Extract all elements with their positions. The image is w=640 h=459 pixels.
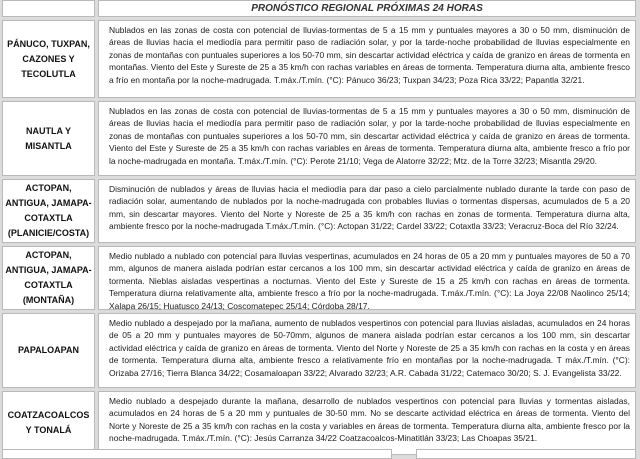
region-name: PAPALOAPAN xyxy=(2,313,95,388)
regional-forecast-table xyxy=(2,0,636,455)
header-corner-cell xyxy=(2,0,95,17)
region-name: NAUTLA Y MISANTLA xyxy=(2,101,95,176)
region-forecast: Medio nublado a despejado por la mañana, aumento de nublados vespertinos con potencial para lluvias aisladas, acumulados en 24 horas de 05 a 20 mm y puntuales mayores de 50-70mm, algunos de manera aislada podrían estar cercanos a los 100 mm, sin descartar actividad eléctrica y caída de granizo en áreas de tormenta. Viento del Norte y Noreste de 25 a 35 km/h con rachas en la costa y en áreas de tormenta. Temperatura diurna alta, ambiente fresco a relativamente frío en montañas por la noche-madrugada. T máx./T.mín. (°C): Orizaba 27/16; Tierra Blanca 34/22; Cosamaloapan 33/22; Alvarado 32/23; A.R. Cabada 31/22; Catemaco 30/20; S. J. Evangelista 33/22. xyxy=(98,313,636,388)
region-forecast: Nublados en las zonas de costa con potencial de lluvias-tormentas de 5 a 15 mm y puntuales mayores a 30 o 50 mm, disminución de áreas de lluvias hacia el mediodía para permitir paso de radiación solar, y por la tarde-noche probabilidad de lluvias especialmente en zonas de montañas con puntuales superiores a los 50-70 mm, sin descartar actividad eléctrica y caída de granizo en áreas de tormenta. Viento del Este y Sureste de 25 a 35 km/h con rachas variables en áreas de tormenta. Temperatura diurna alta, ambiente fresco a frío por la noche-madrugada en montaña. T.máx./T.mín. (°C): Perote 21/10; Vega de Alatorre 32/22; Mtz. de la Torre 32/23; Misantla 29/20. xyxy=(98,101,636,176)
region-name: ACTOPAN, ANTIGUA, JAMAPA-COTAXTLA (MONTAÑA) xyxy=(2,246,95,310)
region-name: COATZACOALCOS Y TONALÁ xyxy=(2,391,95,455)
region-forecast: Medio nublado a despejado durante la mañana, desarrollo de nublados vespertinos con potencial para lluvias y tormentas aisladas, acumulados en 24 horas de 5 a 20 mm y puntuales de 30-50 mm. No se descarte actividad eléctrica en áreas de tormenta. Viento del Norte y Noreste de 25 a 35 km/h con rachas en la costa y variables en áreas de tormenta. Temperatura diurna alta, ambiente fresco por la noche-madrugada. T.máx./T.mín. (°C): Jesús Carranza 34/22 Coatzacoalcos-Minatitlán 33/23; Las Choapas 35/21. xyxy=(98,391,636,455)
table-title: PRONÓSTICO REGIONAL PRÓXIMAS 24 HORAS xyxy=(98,0,636,17)
next-section-left-box xyxy=(2,449,392,459)
region-forecast: Medio nublado a nublado con potencial para lluvias vespertinas, acumulados en 24 horas de 05 a 20 mm y puntuales mayores de 50 a 70 mm, algunos de manera aislada podrían estar cercanos a los 100 mm, sin descartar actividad eléctrica y caída de granizo en áreas de tormenta. Nieblas aisladas vespertinas a nocturnas. Viento del Este y Sureste de 15 a 25 km/h con rachas en áreas de tormenta. Temperatura diurna relativamente alta, ambiente fresco a frío por la noche-madrugada. T.máx./T.mín. (°C): La Joya 22/08 Naolinco 25/14; Xalapa 26/15; Huatusco 24/13; Coscomatepec 25/14; Córdoba 28/17. xyxy=(98,246,636,310)
region-name: PÁNUCO, TUXPAN, CAZONES Y TECOLUTLA xyxy=(2,20,95,98)
next-section-right-box xyxy=(416,449,636,459)
region-name: ACTOPAN, ANTIGUA, JAMAPA-COTAXTLA (PLANICIE/COSTA) xyxy=(2,179,95,243)
region-forecast: Disminución de nublados y áreas de lluvias hacia el mediodía para dar paso a cielo parcialmente nublado durante la tarde con paso de radiación solar, aumentando de nublados por la noche-madrugada con probables lluvias o tormentas dispersas, acumulados de 5 a 20 mm, sin descartar mayores. Viento del Norte y Noreste de 25 a 35 km/h con rachas en zonas de tormenta. Temperatura diurna alta, ambiente fresco por la noche-madrugada T.máx./T.mín. (°C): Actopan 31/22; Cardel 33/22; Cotaxtla 33/23; Veracruz-Boca del Río 32/24. xyxy=(98,179,636,243)
region-forecast: Nublados en las zonas de costa con potencial de lluvias-tormentas de 5 a 15 mm y puntuales mayores a 30 o 50 mm, disminución de áreas de lluvias hacia el mediodía para permitir paso de radiación solar, y por la tarde-noche probabilidad de lluvias especialmente en zonas de montañas con puntuales superiores a los 50-70 mm, sin descartar actividad eléctrica y caída de granizo en áreas de tormenta en montañas. Viento del Este y Sureste de 25 a 35 km/h con rachas variables en áreas de tormenta. Temperatura diurna alta, ambiente fresco a frío en montaña por la noche-madrugada. T.máx./T.mín. (°C): Pánuco 36/23; Tuxpan 34/23; Poza Rica 33/22; Papantla 32/21. xyxy=(98,20,636,98)
